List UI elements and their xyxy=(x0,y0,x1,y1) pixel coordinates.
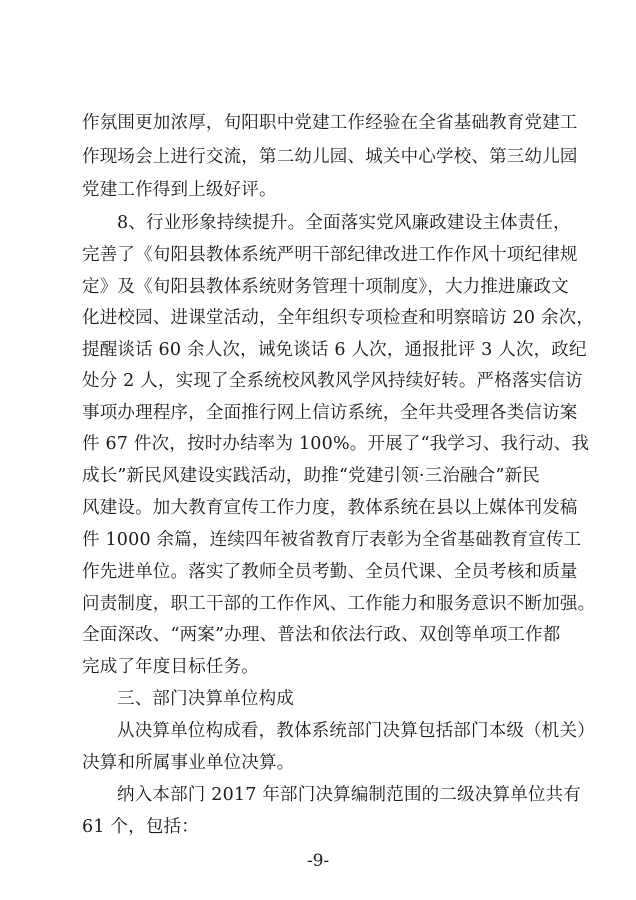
body-text-line: 化进校园、进课堂活动，全年组织专项检查和明察暗访 20 余次， xyxy=(82,308,595,328)
body-text-line: 作先进单位。落实了教师全员考勤、全员代课、全员考核和质量 xyxy=(82,562,578,582)
body-text-line: 件 67 件次，按时办结率为 100%。开展了“我学习、我行动、我 xyxy=(82,434,590,454)
body-text-line: 党建工作得到上级好评。 xyxy=(82,180,277,200)
body-text-line: 风建设。加大教育宣传工作力度，教体系统在县以上媒体刊发稿 xyxy=(82,498,578,518)
body-text-line: 从决算单位构成看，教体系统部门决算包括部门本级（机关） xyxy=(117,721,595,741)
body-text-line: 定》及《旬阳县教体系统财务管理十项制度》，大力推进廉政文 xyxy=(82,277,569,297)
body-text-line: 提醒谈话 60 余人次，诫免谈话 6 人次，通报批评 3 人次，政纪 xyxy=(82,340,587,360)
page-number: -9- xyxy=(306,851,330,871)
body-text-line: 作氛围更加浓厚，旬阳职中党建工作经验在全省基础教育党建工 xyxy=(82,113,578,133)
body-text-line: 成长”新民风建设实践活动，助推“党建引领·三治融合”新民 xyxy=(82,466,541,486)
body-text-line: 纳入本部门 2017 年部门决算编制范围的二级决算单位共有 xyxy=(117,785,581,805)
section-heading: 三、部门决算单位构成 xyxy=(117,689,294,709)
body-text-line: 事项办理程序，全面推行网上信访系统，全年共受理各类信访案 xyxy=(82,403,578,423)
body-text-line: 处分 2 人，实现了全系统校风教风学风持续好转。严格落实信访 xyxy=(82,371,583,391)
body-text-line: 件 1000 余篇，连续四年被省教育厅表彰为全省基础教育宣传工 xyxy=(82,530,582,550)
body-text-line: 问责制度，职工干部的工作作风、工作能力和服务意识不断加强。 xyxy=(82,594,596,614)
body-text-line: 作现场会上进行交流，第二幼儿园、城关中心学校、第三幼儿园 xyxy=(82,147,578,167)
body-text-line: 61 个，包括： xyxy=(82,817,199,837)
paragraph-heading-line: 8、行业形象持续提升。全面落实党风廉政建设主体责任， xyxy=(117,213,571,233)
body-text-line: 完成了年度目标任务。 xyxy=(82,657,259,677)
body-text-line: 全面深改、“两案”办理、普法和依法行政、双创等单项工作都 xyxy=(82,625,561,645)
body-text-line: 决算和所属事业单位决算。 xyxy=(82,753,295,773)
body-text-line: 完善了《旬阳县教体系统严明干部纪律改进工作作风十项纪律规 xyxy=(82,245,578,265)
